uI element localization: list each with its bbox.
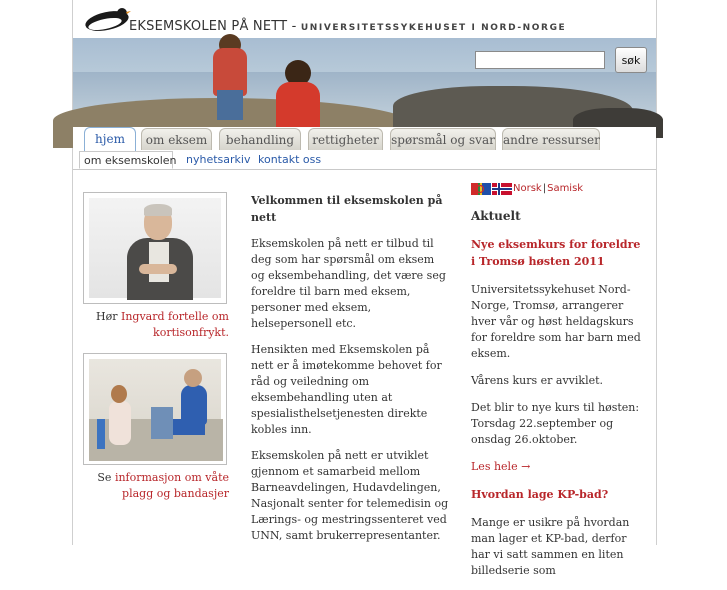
language-switcher: Norsk | Samisk <box>471 182 641 196</box>
site-title <box>129 19 566 34</box>
search-button[interactable]: søk <box>615 47 647 73</box>
caption-vate-plagg: Se informasjon om våte plagg og bandasjer <box>97 471 229 500</box>
paragraph-intro: Eksemskolen på nett er tilbud til deg som har spørsmål om eksem og eksembehandling, det være seg foreldre til barn med eksem, personer med eksem, helsepersonell etc. <box>251 237 446 330</box>
site-subtitle: UNIVERSITETSSYKEHUSET I NORD-NORGE <box>300 23 567 33</box>
page <box>72 0 657 577</box>
main-nav <box>73 127 656 151</box>
title-separator: - <box>287 19 301 34</box>
link-kortisonfrykt[interactable]: Ingvard fortelle om kortisonfrykt. <box>120 310 229 339</box>
subtab-om-eksemskolen[interactable]: om eksemskolen <box>79 151 173 169</box>
video-thumbnail-kortisonfrykt[interactable] <box>83 192 227 304</box>
paragraph-collaboration: Eksemskolen på nett er utviklet gjennom et samarbeid mellom Barneavdelingen, Hudavdelingen, Nasjonalt senter for telemedisin og Lærings- og mestringssenteret ved UNN, samt brukerrepresentanter. <box>251 449 449 542</box>
news-paragraph: Mange er usikre på hvordan man lager et KP-bad, derfor har vi satt sammen en liten billedserie som <box>471 516 630 577</box>
main-content <box>251 192 451 554</box>
tab-rettigheter[interactable]: rettigheter <box>308 128 383 150</box>
tab-andre-ressurser[interactable]: andre ressurser <box>502 128 600 150</box>
tab-om-eksem[interactable]: om eksem <box>141 128 212 150</box>
search-input[interactable] <box>475 51 605 69</box>
tab-behandling[interactable]: behandling <box>219 128 301 150</box>
news-paragraph: Det blir to nye kurs til høsten: Torsdag 22.september og onsdag 26.oktober. <box>471 401 640 446</box>
penguin-logo-icon[interactable] <box>81 3 131 35</box>
subtab-nyhetsarkiv[interactable]: nyhetsarkiv <box>186 153 251 166</box>
news-title-eksemkurs[interactable]: Nye eksemkurs for foreldre i Tromsø høsten 2011 <box>471 238 641 268</box>
subtab-kontakt-oss[interactable]: kontakt oss <box>258 153 322 166</box>
news-paragraph: Vårens kurs er avviklet. <box>471 374 604 387</box>
caption-kortisonfrykt: Hør Ingvard fortelle om kortisonfrykt. <box>95 310 229 339</box>
brand-bar <box>73 0 656 38</box>
paragraph-purpose: Hensikten med Eksemskolen på nett er å imøtekomme behovet for råd og veiledning om eksembehandling uten at spesialisthelsetjenesten direkte kobles inn. <box>251 343 442 436</box>
site-title-text: EKSEMSKOLEN PÅ NETT <box>129 19 288 34</box>
right-column <box>471 182 641 590</box>
norway-flag-icon[interactable] <box>492 183 512 195</box>
tab-hjem[interactable]: hjem <box>84 127 136 151</box>
link-samisk[interactable]: Samisk <box>547 183 584 194</box>
sami-flag-icon[interactable] <box>471 183 491 195</box>
news-paragraph: Universitetssykehuset Nord-Norge, Tromsø, arrangerer hver vår og høst heldagskurs for foreldre som har barn med eksem. <box>471 283 641 360</box>
aktuelt-heading: Aktuelt <box>471 209 521 223</box>
news-title-kp-bad[interactable]: Hvordan lage KP-bad? <box>471 488 609 501</box>
tab-sporsmal-og-svar[interactable]: spørsmål og svar <box>390 128 496 150</box>
sub-nav <box>73 151 656 170</box>
link-norsk[interactable]: Norsk <box>513 183 542 194</box>
left-column <box>83 192 233 502</box>
image-vate-plagg[interactable] <box>83 353 227 465</box>
page-title: Velkommen til eksemskolen på nett <box>251 194 443 224</box>
link-vate-plagg[interactable]: informasjon om våte plagg og bandasjer <box>114 471 229 500</box>
read-more-link[interactable]: Les hele → <box>471 460 531 473</box>
